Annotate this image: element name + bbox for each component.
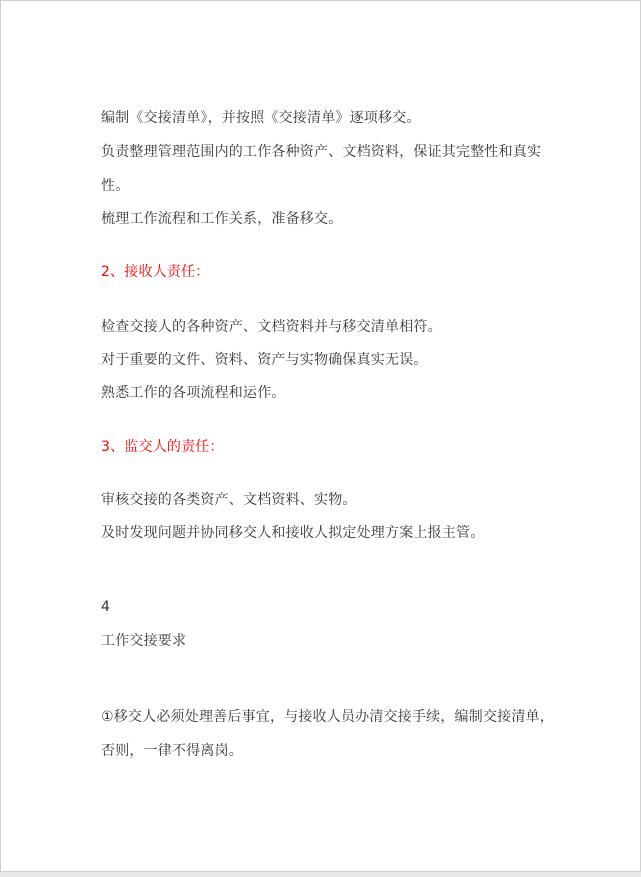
paragraph-line: 编制《交接清单》，并按照《交接清单》逐项移交。 <box>101 110 421 126</box>
paragraph-line: 梳理工作流程和工作关系，准备移交。 <box>101 211 343 227</box>
section-number: 4 <box>101 599 111 615</box>
section-heading-receiver: 2、接收人责任： <box>101 264 210 280</box>
section-heading-supervisor: 3、监交人的责任： <box>101 439 224 455</box>
paragraph-line: 及时发现问题并协同移交人和接收人拟定处理方案上报主管。 <box>101 525 485 541</box>
section-title: 工作交接要求 <box>101 633 187 649</box>
paragraph-line: 负责整理管理范围内的工作各种资产、文档资料，保证其完整性和真实 <box>101 144 542 160</box>
paragraph-line: 审核交接的各类资产、文档资料、实物。 <box>101 492 357 508</box>
paragraph-line: 熟悉工作的各项流程和运作。 <box>101 385 286 401</box>
paragraph-line: 性。 <box>101 178 130 194</box>
paragraph-line: 否则，一律不得离岗。 <box>101 743 243 759</box>
paragraph-line: ①移交人必须处理善后事宜，与接收人员办清交接手续，编制交接清单， <box>101 709 554 725</box>
paragraph-line: 对于重要的文件、资料、资产与实物确保真实无误。 <box>101 352 428 368</box>
paragraph-line: 检查交接人的各种资产、文档资料并与移交清单相符。 <box>101 319 442 335</box>
